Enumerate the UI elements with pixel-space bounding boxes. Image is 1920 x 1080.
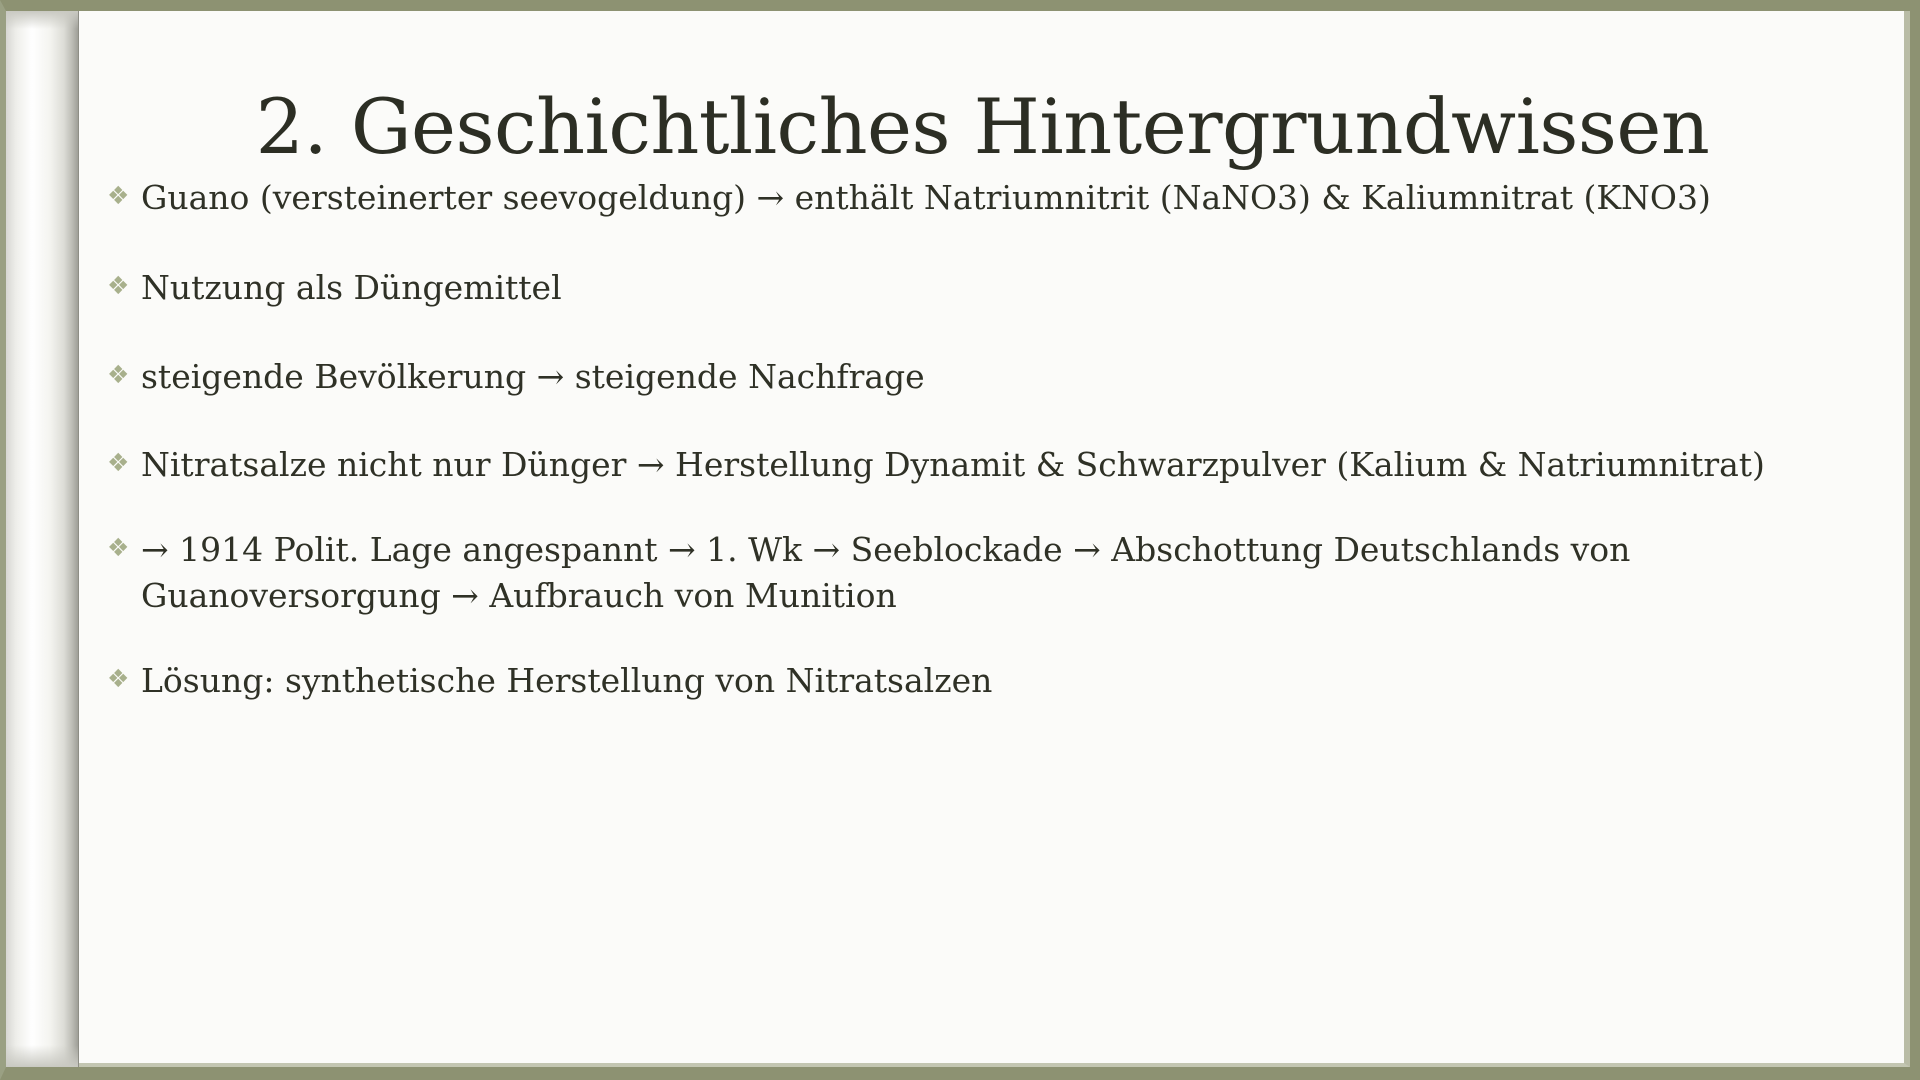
bullet-diamond-icon: ❖ [107, 664, 130, 694]
page-curl-decoration [6, 11, 79, 1067]
bullet-list [103, 175, 1862, 704]
bullet-diamond-icon: ❖ [107, 181, 130, 210]
bullet-diamond-icon: ❖ [107, 447, 130, 477]
bullet-text: Nitratsalze nicht nur Dünger → Herstellung Dynamit & Schwarzpulver (Kalium & Natriumnitrat) [141, 444, 1765, 484]
bullet-diamond-icon: ❖ [107, 533, 130, 563]
slide-content [79, 11, 1904, 1063]
list-item [107, 354, 1862, 400]
list-item [107, 527, 1862, 618]
bullet-text: Guano (versteinerter seevogeldung) → enthält Natriumnitrit (NaNO3) & Kaliumnitrat (KNO3) [141, 178, 1711, 217]
list-item [107, 658, 1862, 704]
slide-page [79, 11, 1904, 1063]
slide-title: 2. Geschichtliches Hintergrundwissen [255, 82, 1710, 171]
page-curl-top-fold [6, 11, 78, 29]
bullet-text: steigende Bevölkerung → steigende Nachfrage [141, 357, 925, 397]
bullet-diamond-icon: ❖ [107, 270, 130, 300]
list-item [107, 175, 1862, 221]
bullet-text: → 1914 Polit. Lage angespannt → 1. Wk → Seeblockade → Abschottung Deutschlands von Guanoversorgung → Aufbrauch von Munition [141, 530, 1631, 615]
bullet-text: Nutzung als Düngemittel [141, 267, 562, 307]
bullet-diamond-icon: ❖ [107, 360, 130, 390]
list-item [107, 442, 1862, 488]
page-curl-bottom-fold [6, 1045, 78, 1067]
list-item [107, 265, 1862, 311]
bullet-text: Lösung: synthetische Herstellung von Nitratsalzen [141, 661, 993, 701]
